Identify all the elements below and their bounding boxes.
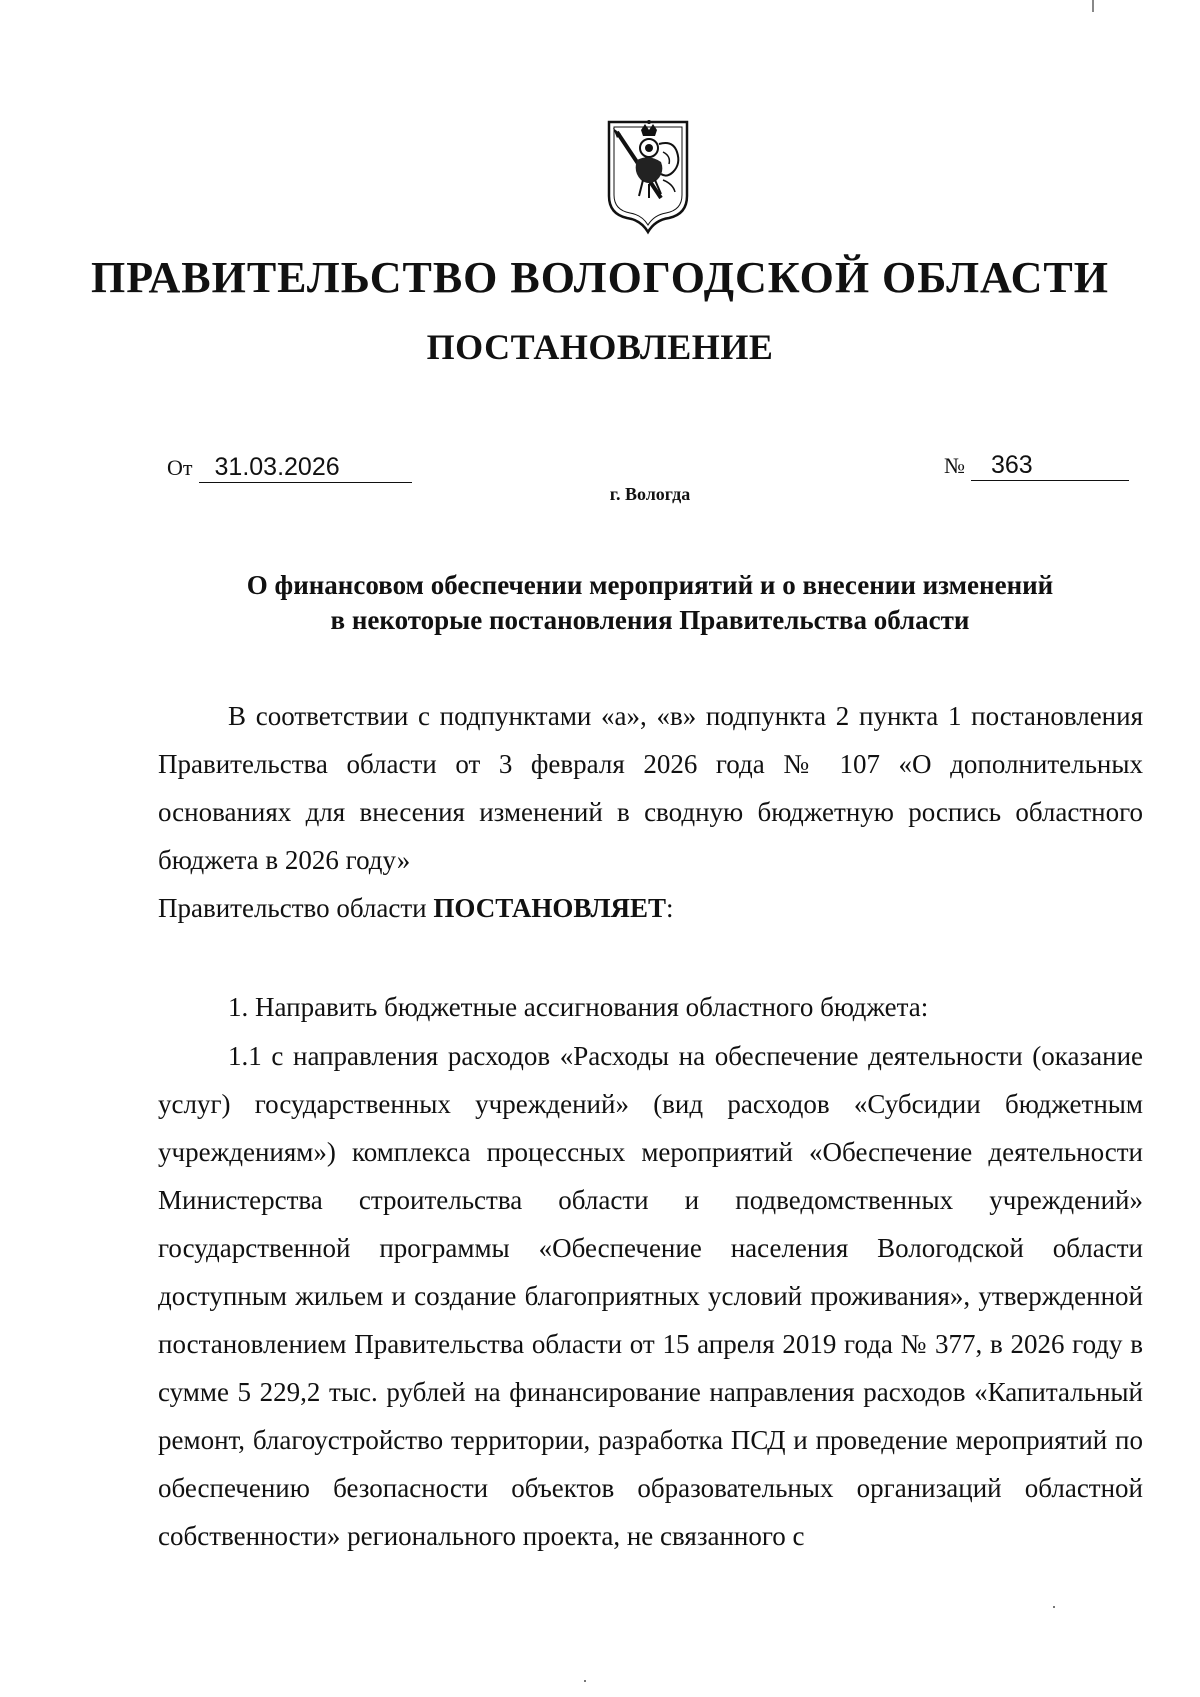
document-heading-line-2: в некоторые постановления Правительства области [330, 605, 970, 635]
document-type: ПОСТАНОВЛЕНИЕ [426, 327, 774, 367]
number-line [944, 450, 1129, 481]
city: г. Вологда [609, 484, 691, 504]
scan-speck [584, 1680, 586, 1682]
intro-paragraph: В соответствии с подпунктами «а», «в» подпункта 2 пункта 1 постановления Правительства области от 3 февраля 2026 года № 107 «О дополнительных основаниях для внесения изменений в сводную бюджетную роспись областного бюджета в 2026 году» [158, 701, 1143, 875]
organization-title: ПРАВИТЕЛЬСТВО ВОЛОГОДСКОЙ ОБЛАСТИ [91, 253, 1109, 302]
date-prefix: От [167, 455, 193, 480]
decree-word: ПОСТАНОВЛЯЕТ [433, 893, 666, 923]
item-1-paragraph: 1. Направить бюджетные ассигнования областного бюджета: [228, 992, 929, 1022]
document-heading [150, 568, 1150, 638]
scan-mark [1092, 0, 1094, 12]
scan-speck [1053, 1606, 1055, 1608]
item-1-1-paragraph: 1.1 с направления расходов «Расходы на обеспечение деятельности (оказание услуг) государственных учреждений» (вид расходов «Субсидии бюджетным учреждениям») комплекса процессных мероприятий «Обеспечение деятельности Министерства строительства области и подведомственных учреждений» государственной программы «Обеспечение населения Вологодской области доступным жильем и создание благоприятных условий проживания», утвержденной постановлением Правительства области от 15 апреля 2019 года № 377, в 2026 году в сумме 5 229,2 тыс. рублей на финансирование направления расходов «Капитальный ремонт, благоустройство территории, разработка ПСД и проведение мероприятий по обеспечению безопасности объектов образовательных организаций областной собственности» регионального проекта, не связанного с [158, 1041, 1143, 1551]
decree-suffix: : [665, 893, 674, 923]
document-date: 31.03.2026 [199, 452, 412, 483]
decree-line [158, 884, 1143, 932]
coat-of-arms-emblem [603, 118, 693, 236]
decree-prefix: Правительство области [158, 893, 434, 923]
number-prefix: № [944, 453, 965, 478]
date-line [167, 452, 412, 483]
document-number: 363 [971, 450, 1129, 481]
document-heading-line-1: О финансовом обеспечении мероприятий и о внесении изменений [246, 570, 1054, 600]
